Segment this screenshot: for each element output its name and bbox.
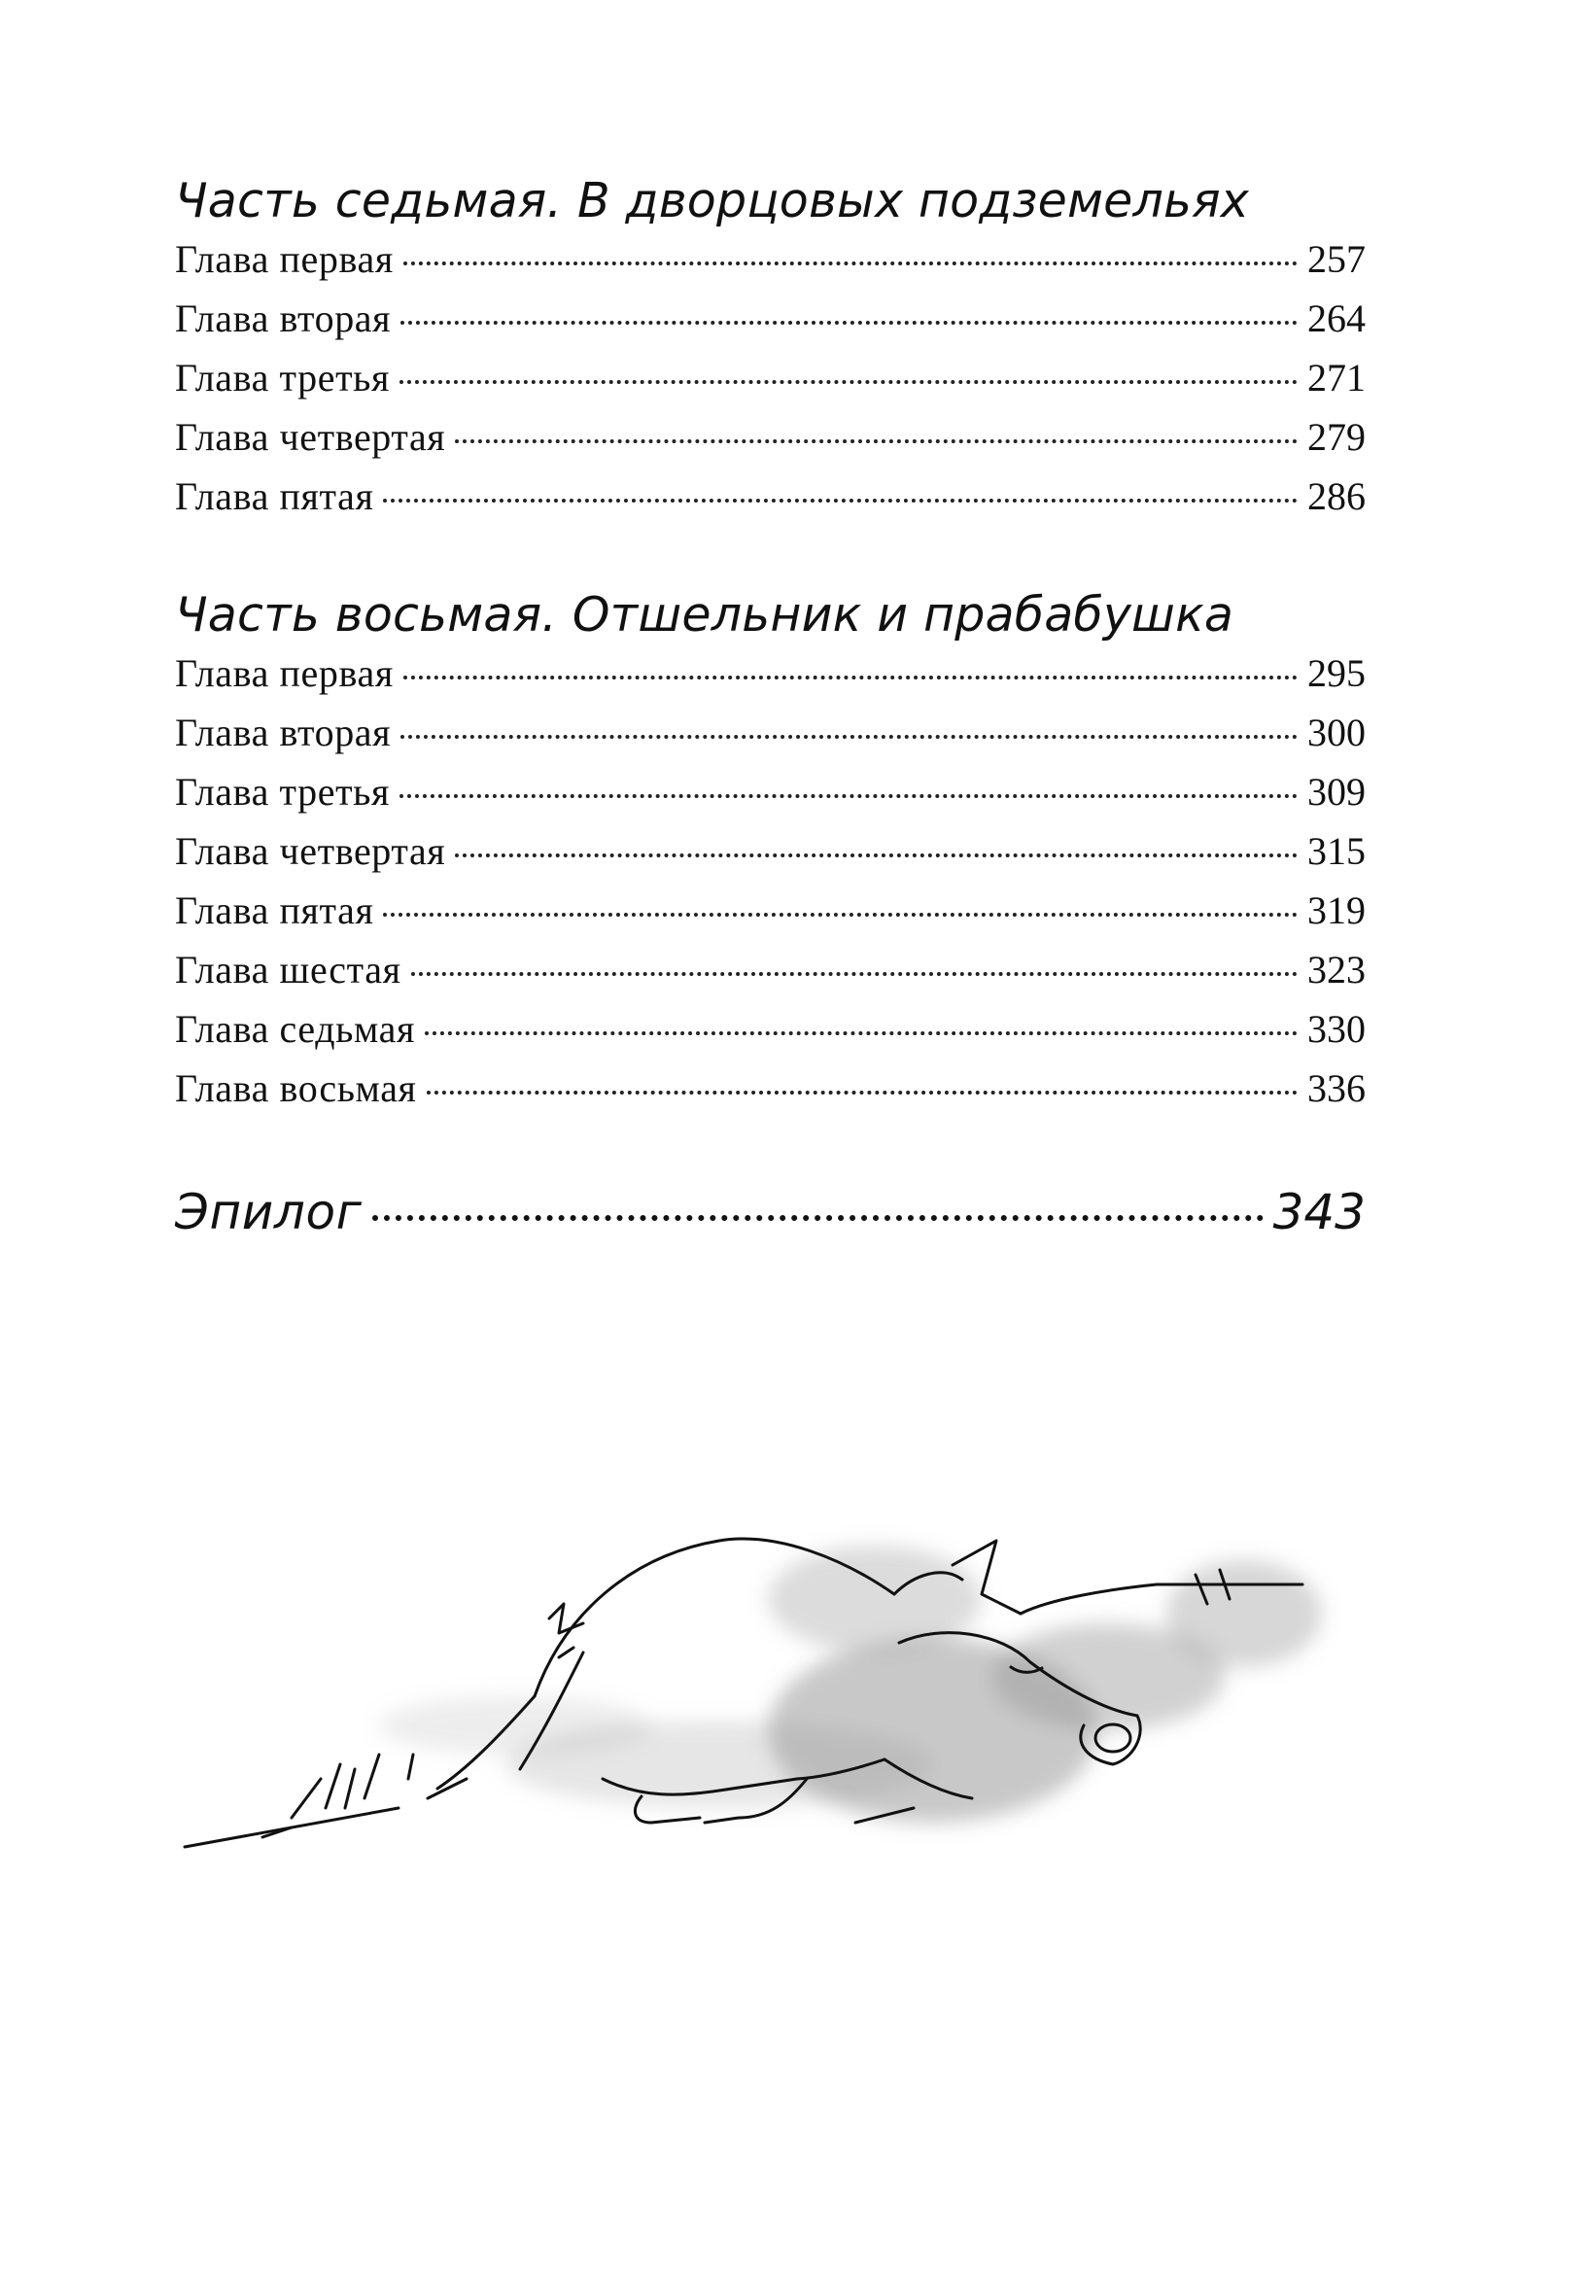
dot-leader	[372, 1215, 1264, 1221]
page-number: 309	[1307, 770, 1366, 814]
chapter-title: Глава третья	[175, 770, 390, 814]
dot-leader	[455, 439, 1298, 443]
chapter-title: Глава седьмая	[175, 1007, 415, 1051]
page-number: 315	[1307, 829, 1366, 873]
page-number: 257	[1307, 237, 1366, 281]
toc-entry[interactable]	[175, 828, 1366, 887]
chapter-title: Глава восьмая	[175, 1066, 417, 1110]
toc-entry[interactable]	[175, 650, 1366, 710]
chapter-title: Глава вторая	[175, 711, 392, 754]
chapter-title: Глава третья	[175, 356, 390, 400]
toc-entry[interactable]	[175, 1006, 1366, 1065]
toc-entry[interactable]	[175, 710, 1366, 769]
chapter-title: Глава четвертая	[175, 415, 446, 459]
dot-leader	[455, 853, 1298, 857]
chapter-title: Глава вторая	[175, 296, 392, 340]
toc-entry[interactable]	[175, 414, 1366, 473]
page-number: 295	[1307, 651, 1366, 695]
epilogue-title: Эпилог	[175, 1184, 363, 1240]
page-number: 323	[1307, 948, 1366, 991]
toc-entry[interactable]	[175, 296, 1366, 355]
page-number: 286	[1307, 474, 1366, 518]
toc-epilogue-entry[interactable]	[175, 1184, 1366, 1240]
toc-entry[interactable]	[175, 887, 1366, 947]
part-title: Часть седьмая. В дворцовых подземельях	[175, 173, 1250, 228]
chapter-title: Глава первая	[175, 651, 394, 695]
chapter-title: Глава пятая	[175, 474, 374, 518]
dot-leader	[403, 676, 1298, 679]
chapter-title: Глава четвертая	[175, 829, 446, 873]
toc-entry[interactable]	[175, 355, 1366, 414]
page-number: 279	[1307, 415, 1366, 459]
page-number: 300	[1307, 711, 1366, 754]
dot-leader	[403, 261, 1298, 265]
page-number: 330	[1307, 1007, 1366, 1051]
page-number: 264	[1307, 296, 1366, 340]
dot-leader	[400, 735, 1298, 739]
toc-entry[interactable]	[175, 236, 1366, 296]
chapter-title: Глава первая	[175, 237, 394, 281]
toc-part-eight	[175, 587, 1366, 1125]
page-number: 336	[1307, 1066, 1366, 1110]
dot-leader	[383, 499, 1298, 503]
page-number: 271	[1307, 356, 1366, 400]
toc-entry[interactable]	[175, 473, 1366, 533]
toc-entry[interactable]	[175, 947, 1366, 1006]
dot-leader	[427, 1091, 1298, 1095]
chapter-title: Глава шестая	[175, 948, 401, 991]
dot-leader	[383, 913, 1298, 917]
page-number: 343	[1272, 1184, 1366, 1240]
dot-leader	[411, 972, 1298, 976]
dot-leader	[400, 321, 1298, 325]
sleeping-pig-drawing-icon	[175, 1487, 1400, 1934]
toc-entry[interactable]	[175, 1065, 1366, 1125]
chapter-title: Глава пятая	[175, 888, 374, 932]
toc-part-seven	[175, 173, 1366, 533]
part-title: Часть восьмая. Отшельник и прабабушка	[175, 587, 1234, 643]
page-number: 319	[1307, 888, 1366, 932]
dot-leader	[399, 380, 1298, 384]
dot-leader	[425, 1031, 1298, 1035]
toc-entry[interactable]	[175, 769, 1366, 828]
dot-leader	[399, 794, 1298, 798]
